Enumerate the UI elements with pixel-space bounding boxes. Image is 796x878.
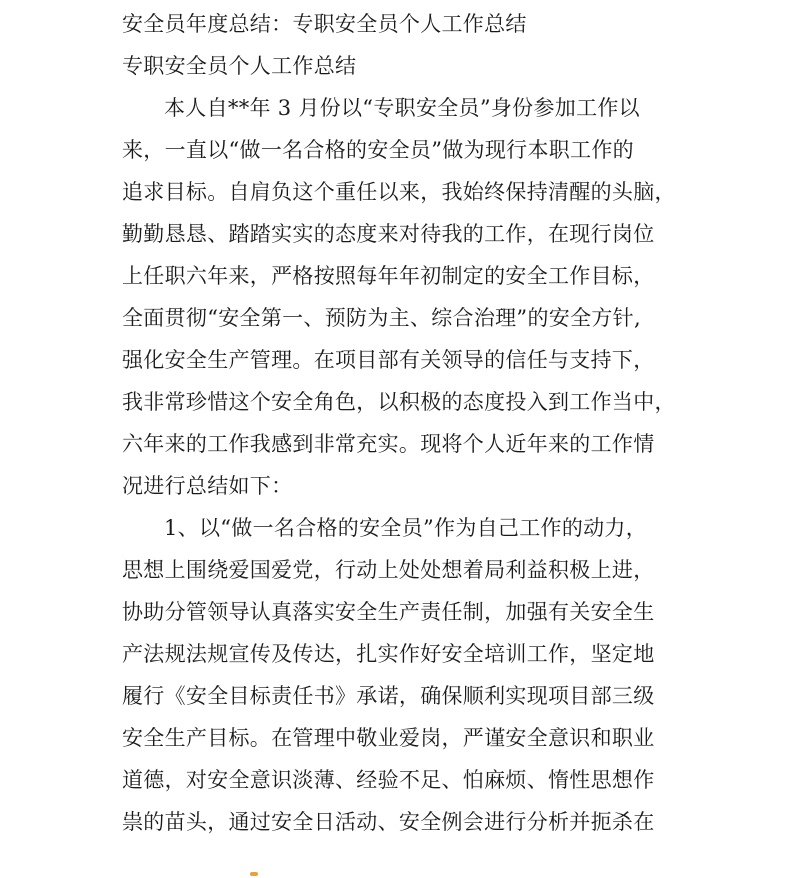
paragraph-2-line-3: 协助分管领导认真落实安全生产责任制，加强有关安全生 xyxy=(122,600,655,624)
paragraph-1-line-4: 勤勤恳恳、踏踏实实的态度来对待我的工作，在现行岗位 xyxy=(122,222,655,246)
paragraph-1-line-10: 况进行总结如下： xyxy=(122,474,293,498)
paragraph-1-line-5: 上任职六年来，严格按照每年年初制定的安全工作目标， xyxy=(122,264,655,288)
paragraph-2-line-5: 履行《安全目标责任书》承诺，确保顺利实现项目部三级 xyxy=(122,684,655,708)
paragraph-2-line-4: 产法规法规宣传及传达，扎实作好安全培训工作，坚定地 xyxy=(122,642,655,666)
paragraph-1-line-7: 强化安全生产管理。在项目部有关领导的信任与支持下， xyxy=(122,348,655,372)
paragraph-2-line-8: 祟的苗头，通过安全日活动、安全例会进行分析并扼杀在 xyxy=(122,810,655,834)
page-edge-mark xyxy=(250,872,258,876)
paragraph-1-line-2: 来，一直以“做一名合格的安全员”做为现行本职工作的 xyxy=(122,138,634,162)
paragraph-2-line-7: 道德，对安全意识淡薄、经验不足、怕麻烦、惰性思想作 xyxy=(122,768,655,792)
paragraph-2-line-2: 思想上围绕爱国爱党，行动上处处想着局利益积极上进， xyxy=(122,558,655,582)
document-subtitle: 专职安全员个人工作总结 xyxy=(122,54,357,78)
document-title: 安全员年度总结：专职安全员个人工作总结 xyxy=(122,12,527,36)
paragraph-1-line-9: 六年来的工作我感到非常充实。现将个人近年来的工作情 xyxy=(122,432,655,456)
paragraph-2-line-6: 安全生产目标。在管理中敬业爱岗，严谨安全意识和职业 xyxy=(122,726,655,750)
paragraph-1-line-6: 全面贯彻“安全第一、预防为主、综合治理”的安全方针, xyxy=(122,306,641,330)
paragraph-1-line-1: 本人自**年 3 月份以“专职安全员”身份参加工作以 xyxy=(164,96,640,120)
paragraph-2-line-1: 1、以“做一名合格的安全员”作为自己工作的动力， xyxy=(164,516,648,540)
paragraph-1-line-3: 追求目标。自肩负这个重任以来，我始终保持清醒的头脑， xyxy=(122,180,676,204)
paragraph-1-line-8: 我非常珍惜这个安全角色，以积极的态度投入到工作当中， xyxy=(122,390,676,414)
